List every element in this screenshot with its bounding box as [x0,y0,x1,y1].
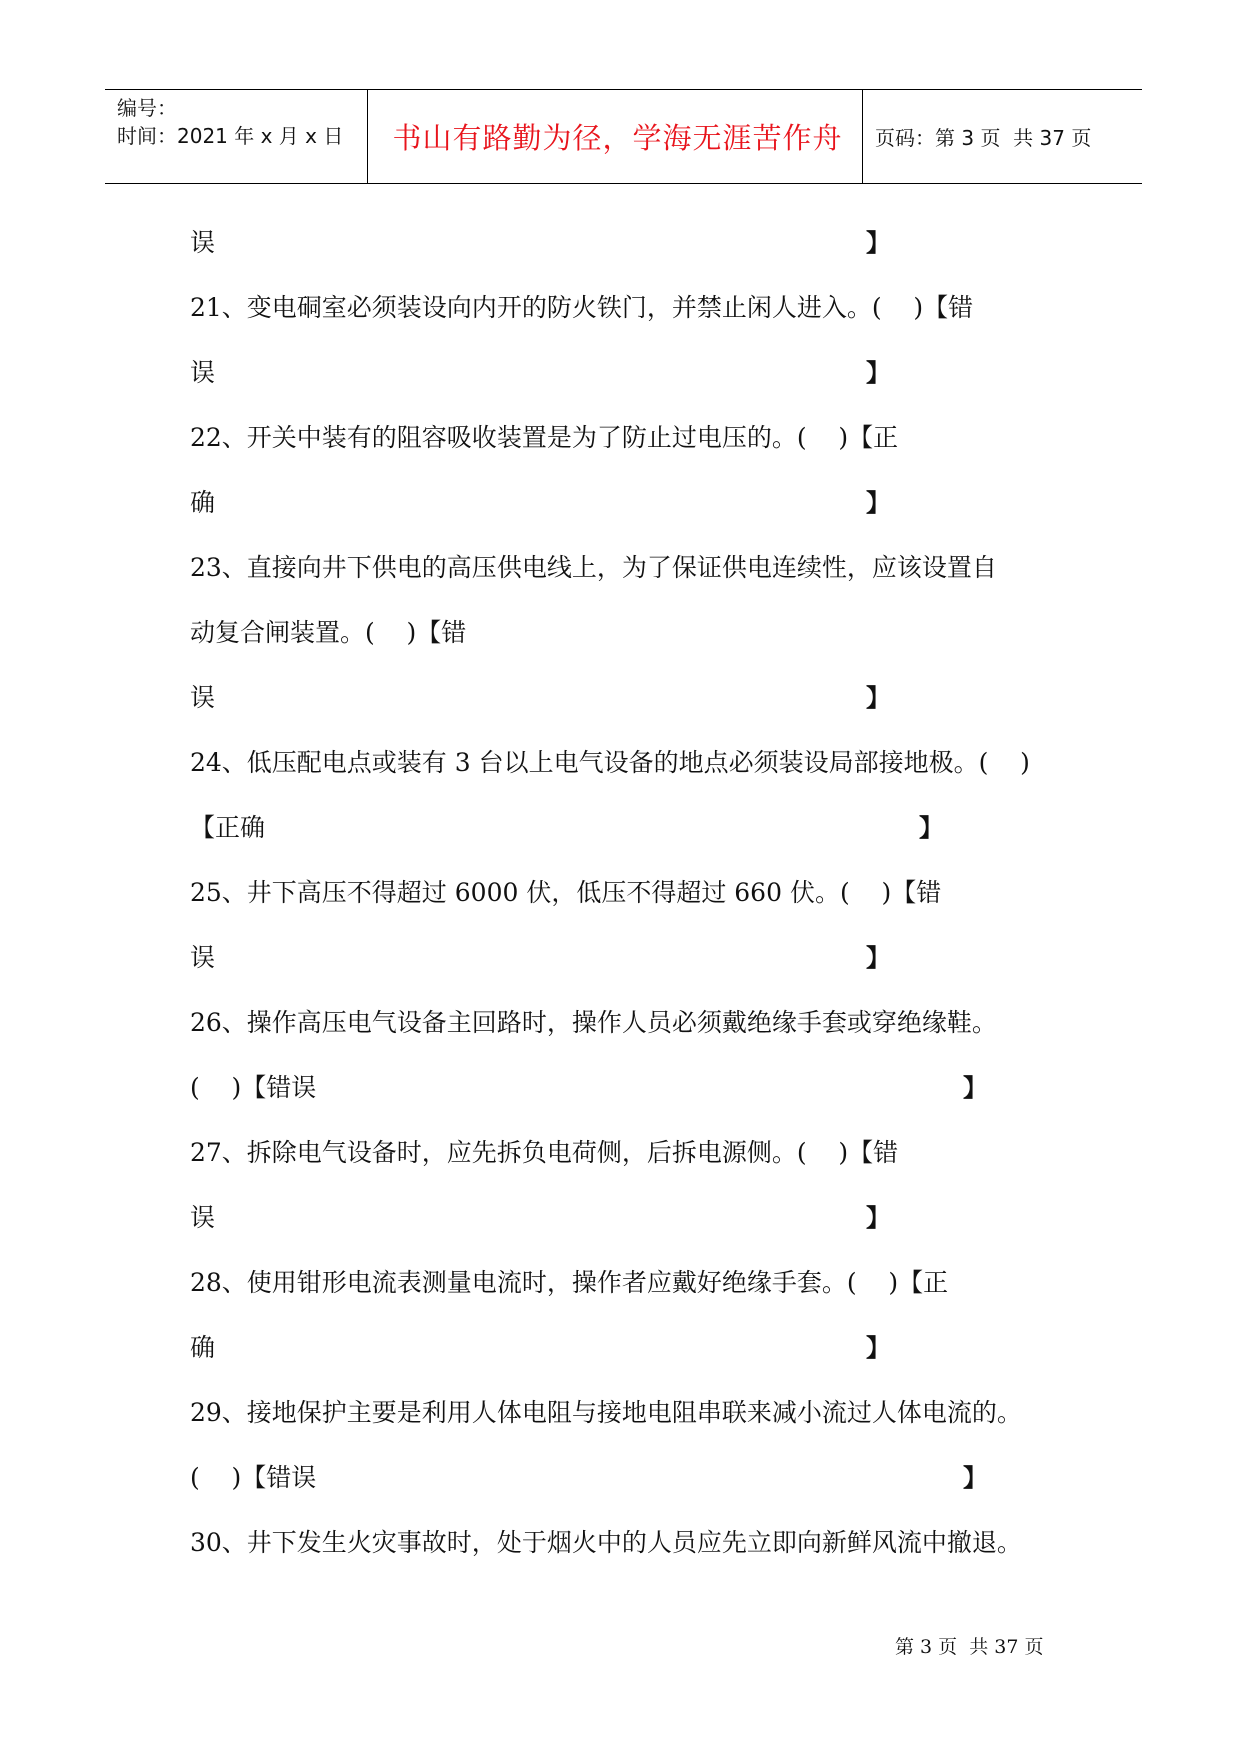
text-line: ( )【错误 [190,1073,317,1102]
text-line: 误 [190,358,216,387]
question-24: 24、低压配电点或装有 3 台以上电气设备的地点必须装设局部接地极。( ) [190,748,1030,777]
header-page-info: 页码：第 3 页 共 37 页 [875,126,1092,150]
question-29: 29、接地保护主要是利用人体电阻与接地电阻串联来减小流过人体电流的。 [190,1398,1022,1427]
text-line: 【正确 [190,813,266,842]
header-divider [367,90,368,183]
close-bracket: 】 [866,228,890,257]
text-line: 误 [190,228,216,257]
text-line: 确 [190,488,216,517]
page-footer: 第 3 页 共 37 页 [895,1636,1044,1658]
close-bracket: 】 [866,1203,890,1232]
text-line: ( )【错误 [190,1463,317,1492]
question-27: 27、拆除电气设备时，应先拆负电荷侧，后拆电源侧。( )【错 [190,1138,899,1167]
question-30: 30、井下发生火灾事故时，处于烟火中的人员应先立即向新鲜风流中撤退。 [190,1528,1022,1557]
question-28: 28、使用钳形电流表测量电流时，操作者应戴好绝缘手套。( )【正 [190,1268,949,1297]
close-bracket: 】 [866,488,890,517]
header-meta [117,94,357,150]
serial-number-label: 编号： [117,96,177,120]
close-bracket: 】 [866,358,890,387]
text-line: 动复合闸装置。( )【错 [190,618,467,647]
close-bracket: 】 [866,1333,890,1362]
question-25: 25、井下高压不得超过 6000 伏，低压不得超过 660 伏。( )【错 [190,878,942,907]
close-bracket: 】 [866,943,890,972]
close-bracket: 】 [963,1463,987,1492]
time-label: 时间：2021 年 x 月 x 日 [117,124,344,148]
text-line: 确 [190,1333,216,1362]
question-21: 21、变电硐室必须装设向内开的防火铁门，并禁止闲人进入。( )【错 [190,293,974,322]
text-line: 误 [190,683,216,712]
header-divider [862,90,863,183]
close-bracket: 】 [919,813,943,842]
page-header [105,89,1142,184]
text-line: 误 [190,943,216,972]
question-26: 26、操作高压电气设备主回路时，操作人员必须戴绝缘手套或穿绝缘鞋。 [190,1008,997,1037]
close-bracket: 】 [963,1073,987,1102]
question-23: 23、直接向井下供电的高压供电线上，为了保证供电连续性，应该设置自 [190,553,997,582]
close-bracket: 】 [866,683,890,712]
question-22: 22、开关中装有的阻容吸收装置是为了防止过电压的。( )【正 [190,423,899,452]
text-line: 误 [190,1203,216,1232]
header-motto: 书山有路勤为径，学海无涯苦作舟 [392,121,843,155]
